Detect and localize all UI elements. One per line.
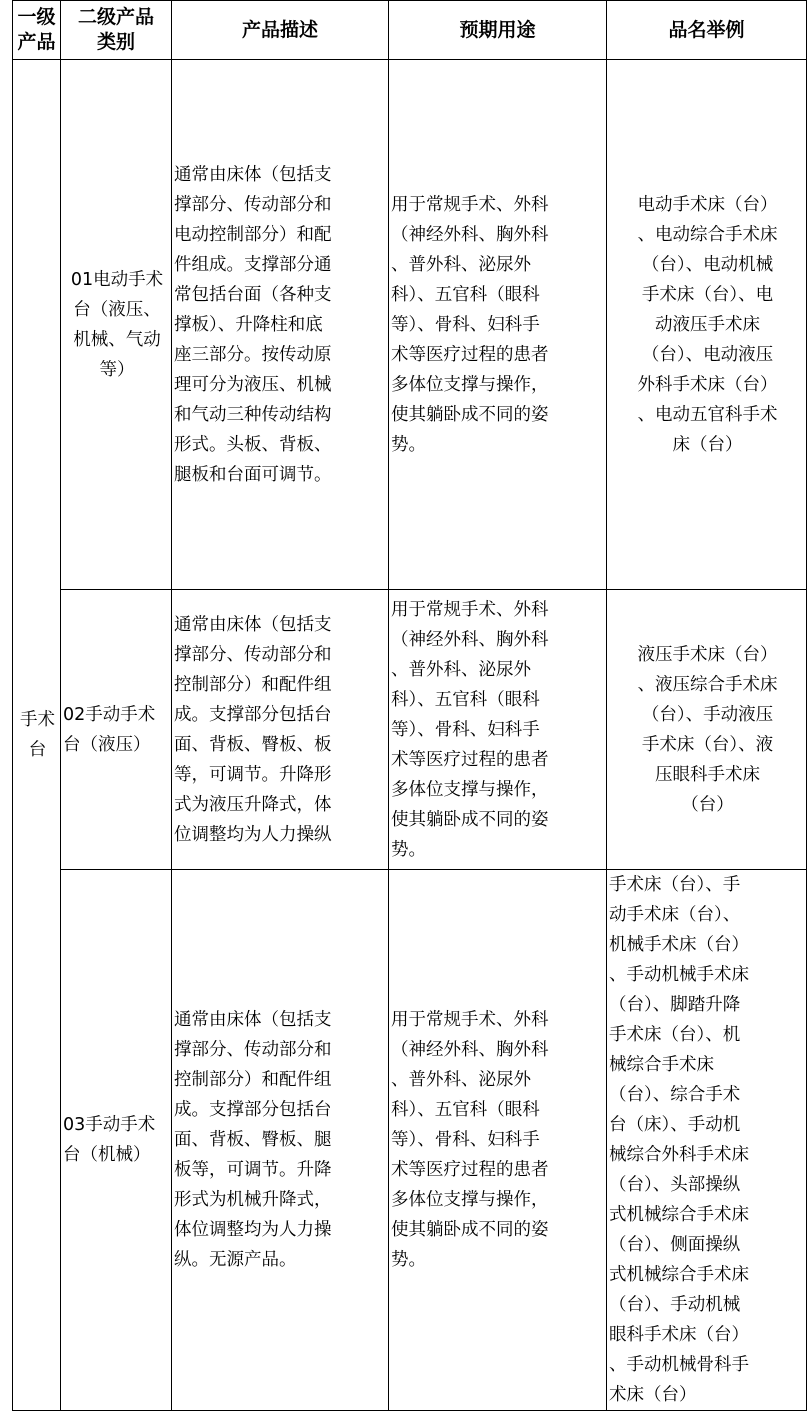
usage-cell (389, 870, 607, 1411)
examples-cell (607, 870, 807, 1411)
category-cell (61, 590, 172, 870)
usage-cell (389, 590, 607, 870)
level1-product-cell (13, 60, 61, 1411)
header-examples: 品名举例 (607, 1, 807, 60)
category-text: 01电动手术 台（液压、 机械、气动 等） (70, 269, 164, 380)
table-body (13, 60, 807, 1411)
examples-cell (607, 60, 807, 590)
category-text: 02手动手术 台（液压） (63, 704, 156, 755)
examples-text: 电动手术床（台） 、电动综合手术床 （台）、电动机械 手术床（台）、电 动液压手术床 （台）、电动液压 外科手术床（台） 、电动五官科手术 床（台） (637, 194, 778, 455)
description-text: 通常由床体（包括支 撑部分、传动部分和 电动控制部分）和配 件组成。支撑部分通 常包括台面（各种支 撑板）、升降柱和底 座三部分。按传动原 理可分为液压、机械 和气动三种传动结构 形式。头板、背板、 腿板和台面可调节。 (174, 164, 332, 485)
description-cell (172, 590, 389, 870)
examples-cell (607, 590, 807, 870)
category-text: 03手动手术 台（机械） (63, 1115, 156, 1165)
table-row (13, 590, 807, 870)
header-level2-category: 二级产品 类别 (61, 1, 172, 60)
description-text: 通常由床体（包括支 撑部分、传动部分和 控制部分）和配件组 成。支撑部分包括台 面、背板、臀板、腿 板等，可调节。升降 形式为机械升降式， 体位调整均为人力操 纵。无源产品。 (174, 1010, 332, 1270)
category-cell (61, 60, 172, 590)
usage-text: 用于常规手术、外科 （神经外科、胸外科 、普外科、泌尿外 科）、五官科（眼科 等）、骨科、妇科手 术等医疗过程的患者 多体位支撑与操作， 使其躺卧成不同的姿 势。 (391, 599, 549, 860)
product-classification-table (12, 0, 807, 1411)
table-header (13, 1, 807, 60)
usage-cell (389, 60, 607, 590)
usage-text: 用于常规手术、外科 （神经外科、胸外科 、普外科、泌尿外 科）、五官科（眼科 等）、骨科、妇科手 术等医疗过程的患者 多体位支撑与操作， 使其躺卧成不同的姿 势。 (391, 1010, 549, 1270)
table-row (13, 870, 807, 1411)
category-cell (61, 870, 172, 1411)
header-row (13, 1, 807, 60)
header-level1-product: 一级 产品 (13, 1, 61, 60)
description-cell (172, 870, 389, 1411)
description-text: 通常由床体（包括支 撑部分、传动部分和 控制部分）和配件组 成。支撑部分包括台 面、背板、臀板、板 等，可调节。升降形 式为液压升降式，体 位调整均为人力操纵 (174, 614, 332, 845)
usage-text: 用于常规手术、外科 （神经外科、胸外科 、普外科、泌尿外 科）、五官科（眼科 等）、骨科、妇科手 术等医疗过程的患者 多体位支撑与操作， 使其躺卧成不同的姿 势。 (391, 194, 549, 455)
description-cell (172, 60, 389, 590)
examples-text: 液压手术床（台） 、液压综合手术床 （台）、手动液压 手术床（台）、液 压眼科手术床 （台） (637, 644, 778, 815)
header-description: 产品描述 (172, 1, 389, 60)
examples-text: 手术床（台）、手 动手术床（台）、 机械手术床（台） 、手动机械手术床 （台）、脚踏升降 手术床（台）、机 械综合手术床 （台）、综合手术 台（床）、手动机 械综合外科手术床 （台）、头部操纵 式机械综合手术床 （台）、侧面操纵 式机械综合手术床 （台）、手动机械 眼科手术床（台） 、手动机械骨科手 术床（台） (609, 875, 749, 1405)
level1-product-text: 手术 台 (20, 710, 55, 760)
table-row (13, 60, 807, 590)
header-usage: 预期用途 (389, 1, 607, 60)
